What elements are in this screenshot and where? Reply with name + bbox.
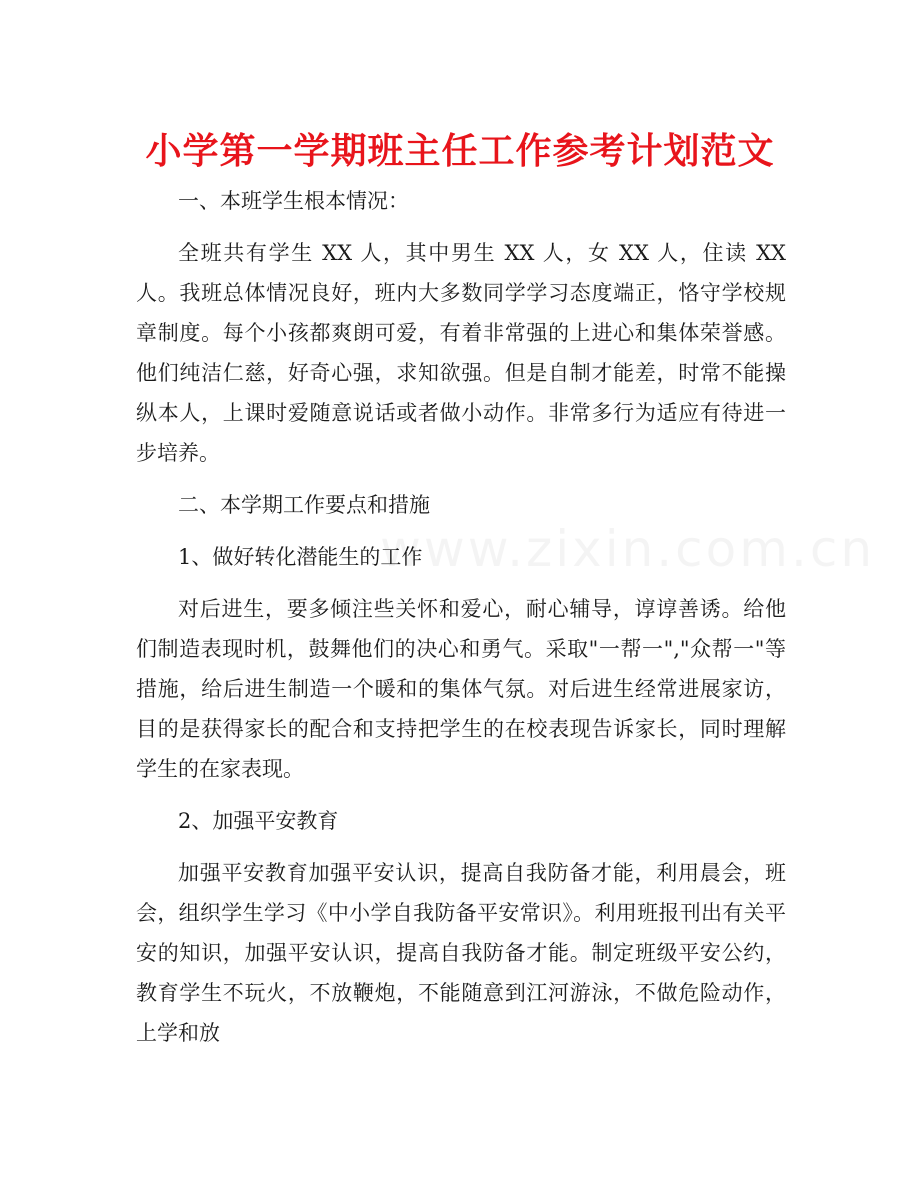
section-heading-1: 一、本班学生根本情况： <box>178 189 409 213</box>
subsection-heading-1: 1、做好转化潜能生的工作 <box>178 545 423 569</box>
paragraph-class-overview: 全班共有学生 XX 人，其中男生 XX 人，女 XX 人，住读 XX 人。我班总体情况良好，班内大多数同学学习态度端正，恪守学校规章制度。每个小孩都爽朗可爱，有着非常强的上进心和集体荣誉感。他们纯洁仁慈，好奇心强，求知欲强。但是自制才能差，时常不能操纵本人，上课时爱随意说话或者做小动作。非常多行为适应有待进一步培养。 <box>136 241 786 465</box>
paragraph-underperformers: 对后进生，要多倾注些关怀和爱心，耐心辅导，谆谆善诱。给他们制造表现时机，鼓舞他们的决心和勇气。采取"一帮一","众帮一"等措施，给后进生制造一个暖和的集体气氛。对后进生经常进展家访，目的是获得家长的配合和支持把学生的在校表现告诉家长，同时理解学生的在家表现。 <box>136 597 786 781</box>
document-body <box>136 181 786 1065</box>
section-heading-2: 二、本学期工作要点和措施 <box>178 493 430 517</box>
document-title: 小学第一学期班主任工作参考计划范文 <box>145 130 775 172</box>
paragraph-safety: 加强平安教育加强平安认识，提高自我防备才能，利用晨会，班会，组织学生学习《中小学自我防备平安常识》。利用班报刊出有关平安的知识，加强平安认识，提高自我防备才能。制定班级平安公约，教育学生不玩火，不放鞭炮，不能随意到江河游泳，不做危险动作，上学和放 <box>136 861 786 1045</box>
subsection-heading-2: 2、加强平安教育 <box>178 809 339 833</box>
